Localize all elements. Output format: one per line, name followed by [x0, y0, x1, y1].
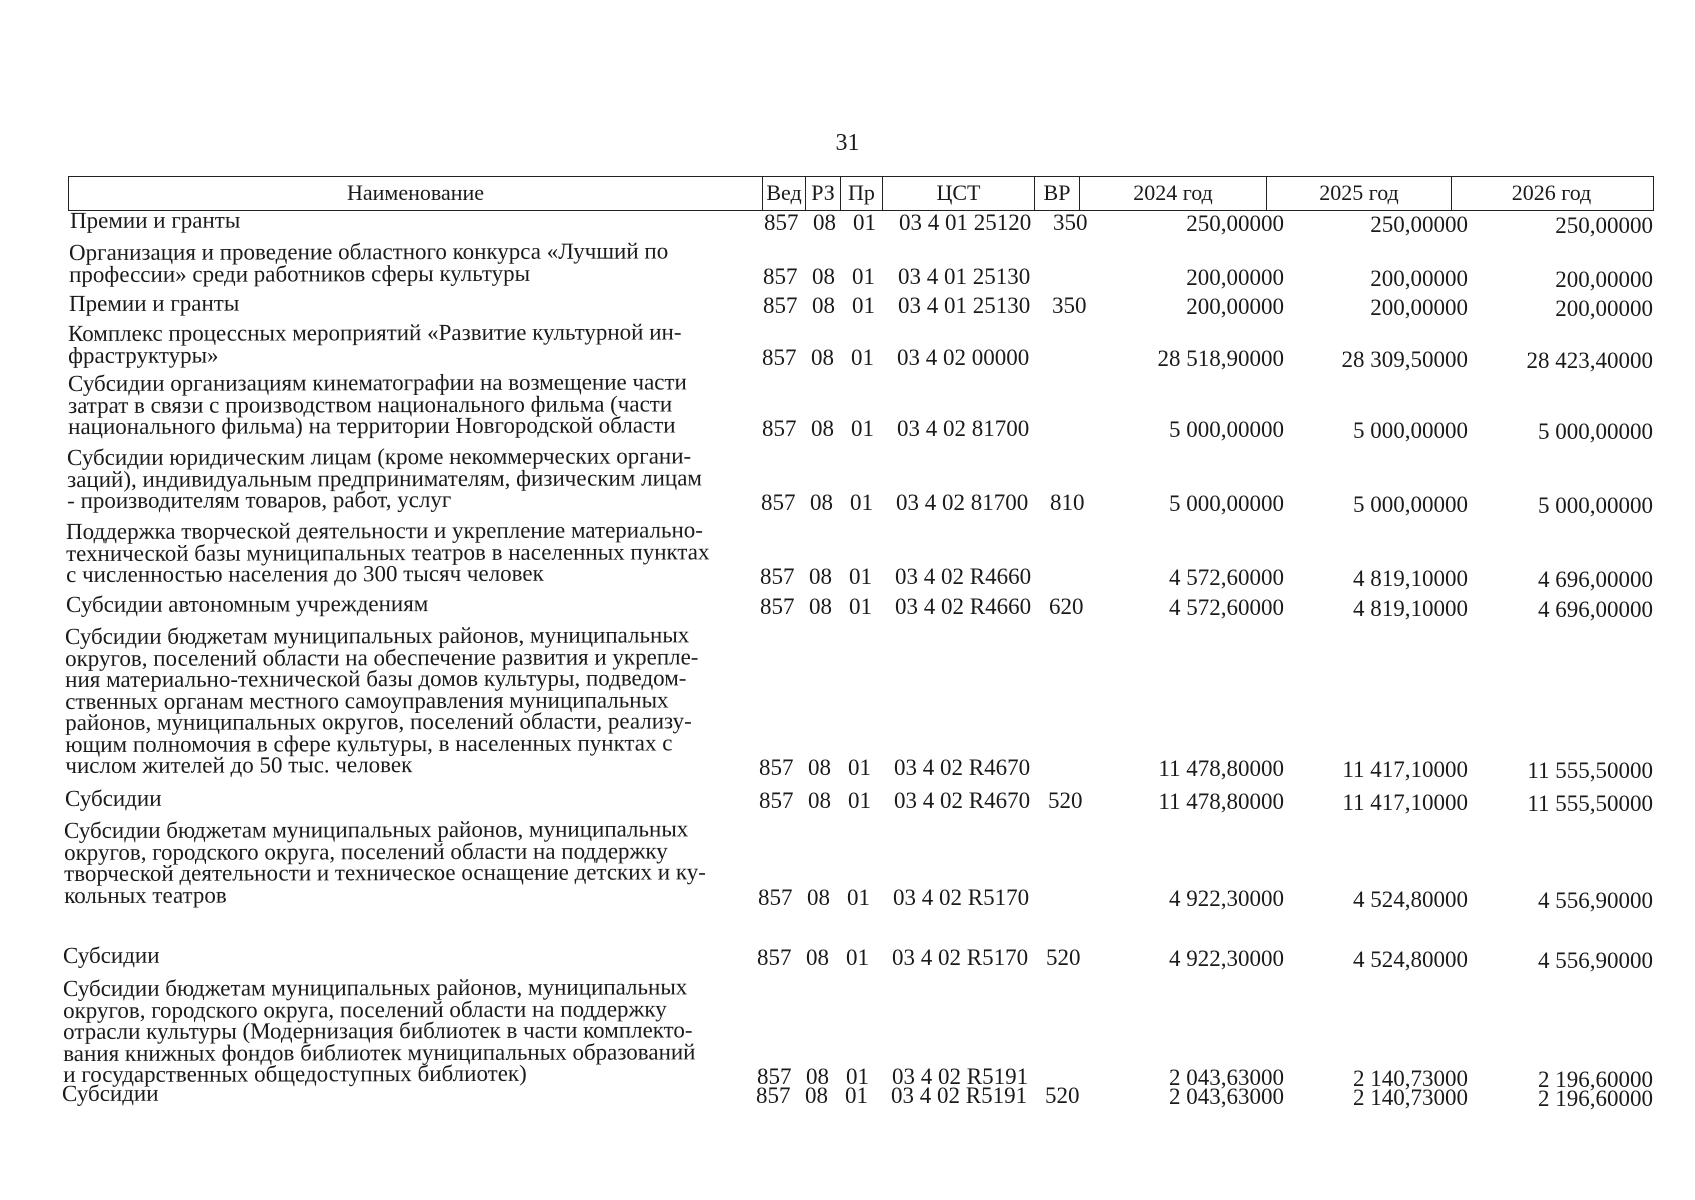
row-name-line: затрат в связи с производством национального фильма (части: [68, 390, 673, 418]
row-name-line: ния материально-технической базы домов культуры, подведом-: [65, 665, 687, 692]
cell-ved: 857: [757, 945, 792, 970]
cell-cst: 03 4 02 R5191: [892, 1064, 1029, 1089]
cell-cst: 03 4 02 R4660: [895, 564, 1032, 589]
cell-y2024: 11 478,80000: [1158, 789, 1284, 814]
cell-vr: 810: [1050, 490, 1085, 515]
row-name-line: районов, муниципальных округов, поселений области, реализу-: [65, 708, 692, 735]
row-name-line: округов, городского округа, поселений области на поддержку: [64, 837, 668, 865]
row-name: [66, 592, 756, 615]
cell-y2024: 200,00000: [1186, 294, 1284, 319]
header-ved: Вед: [762, 177, 805, 210]
cell-vr: 620: [1049, 594, 1084, 619]
row-name: [69, 291, 759, 314]
cell-y2025: 200,00000: [1370, 295, 1468, 320]
cell-y2024: 2 043,63000: [1169, 1065, 1284, 1090]
cell-rz: 08: [813, 210, 836, 235]
row-name-line: Комплекс процессных мероприятий «Развитие культурной ин-: [67, 319, 682, 346]
cell-y2025: 4 819,10000: [1353, 596, 1468, 621]
cell-ved: 857: [758, 884, 793, 910]
cell-y2024: 11 478,80000: [1158, 756, 1284, 781]
cell-rz: 08: [810, 490, 833, 515]
cell-pr: 01: [851, 416, 874, 441]
row-name-line: ственных органам местного самоуправления муниципальных: [65, 686, 669, 714]
cell-y2026: 4 696,00000: [1538, 597, 1653, 622]
cell-ved: 857: [761, 490, 796, 515]
cell-rz: 08: [805, 1083, 828, 1108]
row-name-line: Субсидии: [64, 785, 162, 811]
cell-y2025: 200,00000: [1370, 265, 1468, 291]
cell-y2025: 5 000,00000: [1353, 492, 1468, 517]
cell-pr: 01: [853, 210, 876, 235]
cell-y2026: 4 556,90000: [1538, 887, 1653, 913]
cell-rz: 08: [812, 293, 835, 318]
cell-pr: 01: [845, 1083, 868, 1108]
cell-y2025: 250,00000: [1370, 212, 1468, 237]
row-name-line: творческой деятельности и техническое оснащение детских и ку-: [64, 859, 706, 886]
row-name-line: округов, поселений области на обеспечение развития и укрепле-: [65, 643, 699, 671]
row-name: [65, 624, 755, 776]
row-name: [66, 519, 756, 585]
cell-ved: 857: [764, 210, 799, 235]
row-name-line: округов, городского округа, поселений области на поддержку: [63, 995, 667, 1023]
page-number: 31: [835, 130, 860, 156]
cell-vr: 520: [1046, 945, 1081, 970]
header-vr: ВР: [1034, 177, 1079, 210]
cell-y2024: 4 922,30000: [1169, 946, 1284, 971]
cell-cst: 03 4 02 R5191: [891, 1083, 1028, 1108]
cell-cst: 03 4 02 R4670: [894, 788, 1031, 813]
cell-y2025: 4 524,80000: [1353, 947, 1468, 972]
cell-vr: 350: [1053, 210, 1088, 235]
cell-cst: 03 4 02 R4670: [894, 755, 1031, 780]
row-name-line: фраструктуры»: [68, 342, 219, 368]
cell-rz: 08: [811, 344, 834, 370]
cell-y2026: 11 555,50000: [1527, 758, 1653, 783]
header-cst: ЦСТ: [882, 177, 1034, 210]
cell-y2026: 5 000,00000: [1538, 419, 1653, 444]
row-name-line: Поддержка творческой деятельности и укрепление материально-: [65, 517, 703, 544]
table-header: [68, 176, 1654, 211]
cell-y2025: 4 819,10000: [1353, 566, 1468, 591]
row-name-line: Субсидии: [62, 942, 160, 968]
cell-y2025: 11 417,10000: [1342, 790, 1468, 815]
cell-y2025: 2 140,73000: [1353, 1085, 1468, 1110]
row-name: [63, 976, 753, 1085]
cell-y2024: 4 572,60000: [1169, 595, 1284, 620]
cell-y2025: 4 524,80000: [1353, 886, 1468, 912]
cell-y2025: 28 309,50000: [1341, 346, 1468, 372]
row-name: [67, 445, 757, 511]
header-2024: 2024 год: [1079, 177, 1266, 210]
cell-y2026: 5 000,00000: [1538, 493, 1653, 518]
header-rz: РЗ: [805, 177, 840, 210]
cell-ved: 857: [762, 344, 797, 370]
cell-ved: 857: [756, 1083, 791, 1108]
header-pr: Пр: [840, 177, 882, 210]
row-name-line: ющим полномочия в сфере культуры, в населенных пунктах с: [65, 729, 673, 757]
cell-cst: 03 4 02 R4660: [895, 594, 1032, 619]
row-name-line: отрасли культуры (Модернизация библиотек в части комплекто-: [63, 1017, 693, 1044]
row-name-line: числом жителей до 50 тыс. человек: [65, 752, 413, 778]
cell-pr: 01: [849, 564, 872, 589]
cell-y2026: 200,00000: [1555, 296, 1653, 321]
row-name: [62, 1081, 752, 1104]
cell-ved: 857: [762, 416, 797, 441]
cell-rz: 08: [806, 945, 829, 970]
cell-pr: 01: [851, 344, 874, 370]
cell-y2025: 2 140,73000: [1353, 1066, 1468, 1091]
row-name: [64, 818, 754, 906]
cell-rz: 08: [809, 564, 832, 589]
cell-y2026: 2 196,60000: [1538, 1067, 1653, 1092]
cell-y2026: 250,00000: [1555, 213, 1653, 238]
row-name-line: профессии» среди работников сферы культуры: [69, 260, 531, 287]
row-name-line: с численностью населения до 300 тысяч человек: [66, 560, 544, 587]
cell-rz: 08: [811, 416, 834, 441]
row-name: [63, 943, 753, 966]
cell-vr: 520: [1048, 788, 1083, 813]
row-name-line: - производителям товаров, работ, услуг: [67, 486, 452, 513]
cell-vr: 350: [1052, 293, 1087, 318]
header-2025: 2025 год: [1266, 177, 1451, 210]
cell-pr: 01: [848, 755, 871, 780]
row-name: [68, 371, 758, 437]
cell-y2024: 5 000,00000: [1169, 417, 1284, 442]
cell-y2025: 11 417,10000: [1342, 757, 1468, 782]
cell-vr: 520: [1045, 1083, 1080, 1108]
cell-y2026: 4 556,90000: [1538, 948, 1653, 973]
cell-y2024: 250,00000: [1186, 211, 1284, 236]
row-name-line: национального фильма) на территории Новгородской области: [68, 412, 676, 439]
cell-cst: 03 4 02 00000: [897, 344, 1030, 370]
cell-pr: 01: [848, 788, 871, 813]
cell-ved: 857: [763, 293, 798, 318]
row-name: [69, 240, 759, 285]
row-name-line: Субсидии бюджетам муниципальных районов, муниципальных: [63, 816, 689, 843]
cell-pr: 01: [849, 594, 872, 619]
row-name-line: Субсидии организациям кинематографии на возмещение части: [67, 369, 687, 396]
row-name-line: технической базы муниципальных театров в населенных пунктах: [66, 538, 710, 566]
cell-pr: 01: [846, 1064, 869, 1089]
cell-ved: 857: [760, 564, 795, 589]
header-2026: 2026 год: [1451, 177, 1651, 210]
cell-cst: 03 4 02 R5170: [892, 945, 1029, 970]
cell-y2024: 28 518,90000: [1157, 345, 1284, 371]
row-name-line: кольных театров: [64, 882, 227, 908]
row-name-line: Субсидии бюджетам муниципальных районов, муниципальных: [62, 974, 688, 1001]
row-name-line: и государственных общедоступных библиотек): [63, 1060, 527, 1087]
row-name: [70, 208, 760, 231]
row-name: [68, 321, 758, 366]
cell-y2024: 2 043,63000: [1169, 1084, 1284, 1109]
cell-y2026: 11 555,50000: [1527, 791, 1653, 816]
cell-pr: 01: [846, 945, 869, 970]
cell-cst: 03 4 01 25130: [898, 263, 1031, 289]
row-name-line: Субсидии бюджетам муниципальных районов, муниципальных: [64, 622, 690, 649]
cell-cst: 03 4 01 25130: [898, 293, 1031, 318]
cell-cst: 03 4 02 R5170: [893, 884, 1030, 910]
cell-pr: 01: [852, 293, 875, 318]
cell-rz: 08: [812, 263, 835, 289]
cell-ved: 857: [759, 788, 794, 813]
row-name-line: Организация и проведение областного конкурса «Лучший по: [68, 238, 669, 265]
row-name-line: Субсидии: [61, 1080, 159, 1106]
row-name-line: Субсидии юридическим лицам (кроме некоммерческих органи-: [66, 443, 692, 470]
cell-y2026: 4 696,00000: [1538, 567, 1653, 592]
cell-ved: 857: [759, 755, 794, 780]
cell-cst: 03 4 02 81700: [897, 416, 1030, 441]
cell-y2025: 5 000,00000: [1353, 418, 1468, 443]
cell-y2024: 4 572,60000: [1169, 565, 1284, 590]
cell-rz: 08: [809, 594, 832, 619]
cell-y2026: 200,00000: [1555, 266, 1653, 292]
header-name: Наименование: [346, 180, 485, 205]
cell-y2026: 2 196,60000: [1538, 1086, 1653, 1111]
cell-ved: 857: [763, 263, 798, 289]
cell-rz: 08: [807, 884, 830, 910]
cell-rz: 08: [808, 755, 831, 780]
cell-y2024: 5 000,00000: [1169, 491, 1284, 516]
cell-pr: 01: [847, 884, 870, 910]
cell-cst: 03 4 01 25120: [899, 210, 1032, 235]
row-name-line: вания книжных фондов библиотек муниципальных образований: [63, 1038, 696, 1066]
cell-y2024: 200,00000: [1186, 264, 1284, 290]
row-name-line: Премии и гранты: [68, 290, 240, 316]
cell-y2026: 28 423,40000: [1526, 347, 1653, 373]
row-name-line: Субсидии автономным учреждениям: [65, 591, 429, 617]
cell-pr: 01: [850, 490, 873, 515]
row-name: [65, 786, 755, 809]
cell-pr: 01: [852, 263, 875, 289]
cell-y2024: 4 922,30000: [1169, 885, 1284, 911]
row-name-line: заций), индивидуальным предпринимателям, физическим лицам: [67, 464, 702, 492]
cell-ved: 857: [757, 1064, 792, 1089]
row-name-line: Премии и гранты: [69, 207, 241, 233]
cell-ved: 857: [760, 594, 795, 619]
cell-rz: 08: [806, 1064, 829, 1089]
cell-rz: 08: [808, 788, 831, 813]
cell-cst: 03 4 02 81700: [896, 490, 1029, 515]
